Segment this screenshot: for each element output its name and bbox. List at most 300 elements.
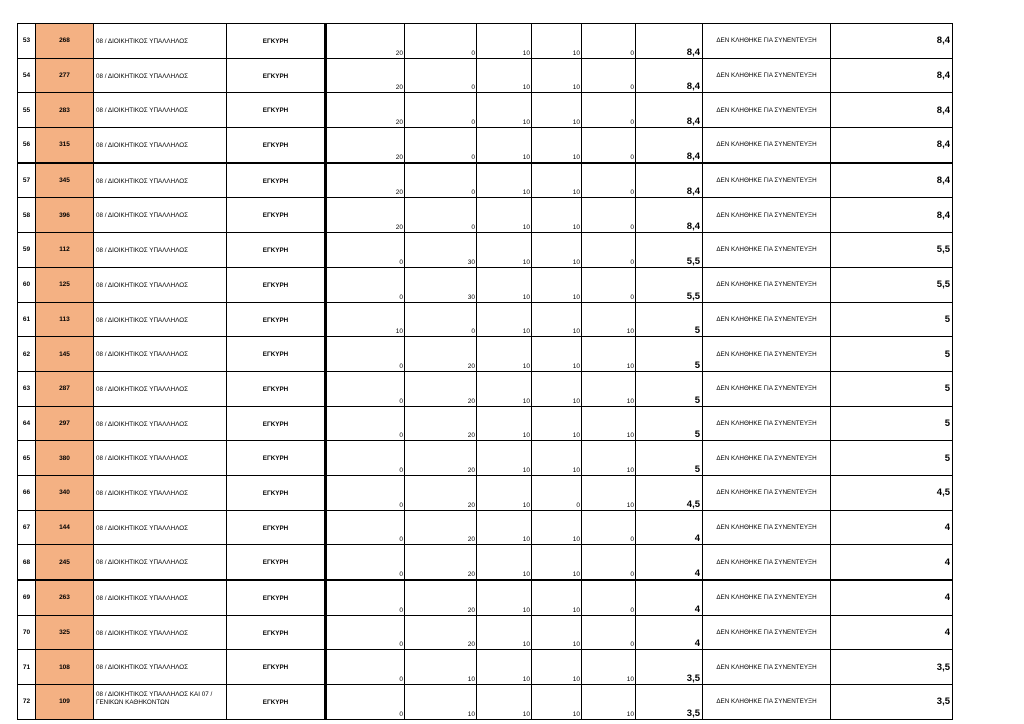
criterion-1-cell: 0 <box>326 267 405 302</box>
criterion-2-cell: 20 <box>405 615 477 650</box>
criterion-3-cell: 10 <box>477 650 532 685</box>
interview-status-cell: ΔΕΝ ΚΛΗΘΗΚΕ ΓΙΑ ΣΥΝΕΝΤΕΥΞΗ <box>703 685 831 720</box>
criterion-4-cell: 10 <box>532 580 582 615</box>
criterion-2-cell: 10 <box>405 685 477 720</box>
criterion-2-cell: 20 <box>405 475 477 510</box>
criterion-3-cell: 10 <box>477 615 532 650</box>
specialty-text: 08 / ΔΙΟΙΚΗΤΙΚΟΣ ΥΠΑΛΛΗΛΟΣ <box>96 212 189 220</box>
row-number-cell: 68 <box>18 545 36 580</box>
application-code-cell: 113 <box>36 302 94 337</box>
criterion-4-cell: 10 <box>532 337 582 372</box>
criterion-2-cell: 20 <box>405 580 477 615</box>
final-score-cell: 5 <box>831 337 953 372</box>
results-table-body <box>18 24 953 720</box>
interview-status-cell: ΔΕΝ ΚΛΗΘΗΚΕ ΓΙΑ ΣΥΝΕΝΤΕΥΞΗ <box>703 545 831 580</box>
criterion-5-cell: 10 <box>582 650 636 685</box>
score-cell: 8,4 <box>636 163 703 198</box>
criterion-1-cell: 20 <box>326 58 405 93</box>
specialty-text: 08 / ΔΙΟΙΚΗΤΙΚΟΣ ΥΠΑΛΛΗΛΟΣ <box>96 524 189 532</box>
status-text: ΕΓΚΥΡΗ <box>262 177 289 185</box>
specialty-text: 08 / ΔΙΟΙΚΗΤΙΚΟΣ ΥΠΑΛΛΗΛΟΣ <box>96 177 189 185</box>
criterion-3-cell: 10 <box>477 24 532 59</box>
status-text: ΕΓΚΥΡΗ <box>262 420 289 428</box>
specialty-cell <box>94 58 227 93</box>
criterion-3-cell: 10 <box>477 163 532 198</box>
criterion-5-cell: 10 <box>582 475 636 510</box>
interview-status-cell: ΔΕΝ ΚΛΗΘΗΚΕ ΓΙΑ ΣΥΝΕΝΤΕΥΞΗ <box>703 406 831 441</box>
score-cell: 8,4 <box>636 93 703 128</box>
criterion-2-cell: 0 <box>405 24 477 59</box>
status-text: ΕΓΚΥΡΗ <box>262 524 289 532</box>
criterion-2-cell: 20 <box>405 337 477 372</box>
table-row <box>18 58 953 93</box>
status-cell <box>227 128 326 163</box>
specialty-cell <box>94 371 227 406</box>
criterion-1-cell: 0 <box>326 650 405 685</box>
criterion-2-cell: 20 <box>405 441 477 476</box>
interview-status-cell: ΔΕΝ ΚΛΗΘΗΚΕ ΓΙΑ ΣΥΝΕΝΤΕΥΞΗ <box>703 128 831 163</box>
criterion-5-cell: 0 <box>582 580 636 615</box>
interview-status-cell: ΔΕΝ ΚΛΗΘΗΚΕ ΓΙΑ ΣΥΝΕΝΤΕΥΞΗ <box>703 198 831 233</box>
criterion-5-cell: 10 <box>582 406 636 441</box>
final-score-cell: 8,4 <box>831 24 953 59</box>
interview-status-cell: ΔΕΝ ΚΛΗΘΗΚΕ ΓΙΑ ΣΥΝΕΝΤΕΥΞΗ <box>703 371 831 406</box>
specialty-cell <box>94 510 227 545</box>
specialty-text: 08 / ΔΙΟΙΚΗΤΙΚΟΣ ΥΠΑΛΛΗΛΟΣ <box>96 316 189 324</box>
criterion-4-cell: 0 <box>532 475 582 510</box>
score-cell: 8,4 <box>636 198 703 233</box>
score-cell: 3,5 <box>636 685 703 720</box>
criterion-4-cell: 10 <box>532 93 582 128</box>
criterion-4-cell: 10 <box>532 267 582 302</box>
criterion-2-cell: 30 <box>405 233 477 268</box>
specialty-text: 08 / ΔΙΟΙΚΗΤΙΚΟΣ ΥΠΑΛΛΗΛΟΣ <box>96 247 189 255</box>
status-text: ΕΓΚΥΡΗ <box>262 664 289 672</box>
specialty-cell <box>94 302 227 337</box>
criterion-4-cell: 10 <box>532 302 582 337</box>
criterion-5-cell: 0 <box>582 545 636 580</box>
interview-status-cell: ΔΕΝ ΚΛΗΘΗΚΕ ΓΙΑ ΣΥΝΕΝΤΕΥΞΗ <box>703 475 831 510</box>
criterion-2-cell: 20 <box>405 510 477 545</box>
criterion-3-cell: 10 <box>477 58 532 93</box>
status-cell <box>227 267 326 302</box>
final-score-cell: 4 <box>831 545 953 580</box>
criterion-2-cell: 20 <box>405 545 477 580</box>
table-row <box>18 475 953 510</box>
criterion-3-cell: 10 <box>477 580 532 615</box>
row-number-cell: 59 <box>18 233 36 268</box>
criterion-1-cell: 20 <box>326 163 405 198</box>
final-score-cell: 4 <box>831 510 953 545</box>
row-number-cell: 71 <box>18 650 36 685</box>
status-text: ΕΓΚΥΡΗ <box>262 385 289 393</box>
score-cell: 8,4 <box>636 128 703 163</box>
application-code-cell: 263 <box>36 580 94 615</box>
criterion-2-cell: 10 <box>405 650 477 685</box>
criterion-2-cell: 0 <box>405 58 477 93</box>
row-number-cell: 53 <box>18 24 36 59</box>
criterion-3-cell: 10 <box>477 441 532 476</box>
application-code-cell: 315 <box>36 128 94 163</box>
specialty-text: 08 / ΔΙΟΙΚΗΤΙΚΟΣ ΥΠΑΛΛΗΛΟΣ <box>96 281 189 289</box>
table-row <box>18 302 953 337</box>
final-score-cell: 4 <box>831 580 953 615</box>
status-cell <box>227 685 326 720</box>
final-score-cell: 5 <box>831 302 953 337</box>
specialty-text: 08 / ΔΙΟΙΚΗΤΙΚΟΣ ΥΠΑΛΛΗΛΟΣ ΚΑΙ 07 /ΓΕΝΙΚΩΝ ΚΑΘΗΚΟΝΤΩΝ <box>96 691 213 707</box>
criterion-3-cell: 10 <box>477 233 532 268</box>
criterion-4-cell: 10 <box>532 406 582 441</box>
interview-status-cell: ΔΕΝ ΚΛΗΘΗΚΕ ΓΙΑ ΣΥΝΕΝΤΕΥΞΗ <box>703 615 831 650</box>
score-cell: 8,4 <box>636 24 703 59</box>
table-row <box>18 441 953 476</box>
criterion-1-cell: 20 <box>326 198 405 233</box>
application-code-cell: 283 <box>36 93 94 128</box>
criterion-2-cell: 20 <box>405 406 477 441</box>
specialty-text: 08 / ΔΙΟΙΚΗΤΙΚΟΣ ΥΠΑΛΛΗΛΟΣ <box>96 629 189 637</box>
criterion-1-cell: 0 <box>326 441 405 476</box>
row-number-cell: 63 <box>18 371 36 406</box>
criterion-5-cell: 0 <box>582 510 636 545</box>
status-cell <box>227 24 326 59</box>
status-text: ΕΓΚΥΡΗ <box>262 142 289 150</box>
application-code-cell: 268 <box>36 24 94 59</box>
criterion-4-cell: 10 <box>532 615 582 650</box>
score-cell: 5 <box>636 337 703 372</box>
specialty-cell <box>94 580 227 615</box>
criterion-2-cell: 0 <box>405 93 477 128</box>
criterion-5-cell: 0 <box>582 128 636 163</box>
criterion-4-cell: 10 <box>532 163 582 198</box>
criterion-3-cell: 10 <box>477 475 532 510</box>
final-score-cell: 5 <box>831 371 953 406</box>
criterion-5-cell: 0 <box>582 24 636 59</box>
interview-status-cell: ΔΕΝ ΚΛΗΘΗΚΕ ΓΙΑ ΣΥΝΕΝΤΕΥΞΗ <box>703 650 831 685</box>
specialty-cell <box>94 685 227 720</box>
criterion-4-cell: 10 <box>532 371 582 406</box>
table-row <box>18 337 953 372</box>
row-number-cell: 65 <box>18 441 36 476</box>
row-number-cell: 55 <box>18 93 36 128</box>
criterion-5-cell: 10 <box>582 371 636 406</box>
criterion-5-cell: 0 <box>582 93 636 128</box>
criterion-5-cell: 0 <box>582 615 636 650</box>
criterion-1-cell: 20 <box>326 93 405 128</box>
table-row <box>18 93 953 128</box>
specialty-text: 08 / ΔΙΟΙΚΗΤΙΚΟΣ ΥΠΑΛΛΗΛΟΣ <box>96 489 189 497</box>
application-code-cell: 287 <box>36 371 94 406</box>
criterion-1-cell: 10 <box>326 302 405 337</box>
status-cell <box>227 406 326 441</box>
criterion-5-cell: 10 <box>582 685 636 720</box>
row-number-cell: 72 <box>18 685 36 720</box>
status-text: ΕΓΚΥΡΗ <box>262 455 289 463</box>
criterion-1-cell: 20 <box>326 24 405 59</box>
application-code-cell: 396 <box>36 198 94 233</box>
criterion-1-cell: 0 <box>326 615 405 650</box>
specialty-cell <box>94 233 227 268</box>
criterion-5-cell: 0 <box>582 267 636 302</box>
criterion-2-cell: 0 <box>405 302 477 337</box>
criterion-3-cell: 10 <box>477 510 532 545</box>
criterion-4-cell: 10 <box>532 128 582 163</box>
criterion-3-cell: 10 <box>477 93 532 128</box>
row-number-cell: 69 <box>18 580 36 615</box>
specialty-text: 08 / ΔΙΟΙΚΗΤΙΚΟΣ ΥΠΑΛΛΗΛΟΣ <box>96 72 189 80</box>
interview-status-cell: ΔΕΝ ΚΛΗΘΗΚΕ ΓΙΑ ΣΥΝΕΝΤΕΥΞΗ <box>703 337 831 372</box>
specialty-text: 08 / ΔΙΟΙΚΗΤΙΚΟΣ ΥΠΑΛΛΗΛΟΣ <box>96 664 189 672</box>
specialty-text: 08 / ΔΙΟΙΚΗΤΙΚΟΣ ΥΠΑΛΛΗΛΟΣ <box>96 455 189 463</box>
table-row <box>18 650 953 685</box>
specialty-cell <box>94 441 227 476</box>
status-text: ΕΓΚΥΡΗ <box>262 699 289 707</box>
status-text: ΕΓΚΥΡΗ <box>262 629 289 637</box>
interview-status-cell: ΔΕΝ ΚΛΗΘΗΚΕ ΓΙΑ ΣΥΝΕΝΤΕΥΞΗ <box>703 580 831 615</box>
row-number-cell: 62 <box>18 337 36 372</box>
specialty-text: 08 / ΔΙΟΙΚΗΤΙΚΟΣ ΥΠΑΛΛΗΛΟΣ <box>96 351 189 359</box>
score-cell: 4 <box>636 510 703 545</box>
interview-status-cell: ΔΕΝ ΚΛΗΘΗΚΕ ΓΙΑ ΣΥΝΕΝΤΕΥΞΗ <box>703 441 831 476</box>
interview-status-cell: ΔΕΝ ΚΛΗΘΗΚΕ ΓΙΑ ΣΥΝΕΝΤΕΥΞΗ <box>703 163 831 198</box>
row-number-cell: 54 <box>18 58 36 93</box>
status-cell <box>227 233 326 268</box>
specialty-text: 08 / ΔΙΟΙΚΗΤΙΚΟΣ ΥΠΑΛΛΗΛΟΣ <box>96 595 189 602</box>
specialty-cell <box>94 337 227 372</box>
criterion-4-cell: 10 <box>532 650 582 685</box>
score-cell: 8,4 <box>636 58 703 93</box>
status-text: ΕΓΚΥΡΗ <box>262 107 289 115</box>
status-cell <box>227 441 326 476</box>
criterion-4-cell: 10 <box>532 24 582 59</box>
status-cell <box>227 93 326 128</box>
criterion-2-cell: 30 <box>405 267 477 302</box>
criterion-1-cell: 0 <box>326 475 405 510</box>
final-score-cell: 5 <box>831 441 953 476</box>
criterion-4-cell: 10 <box>532 441 582 476</box>
criterion-4-cell: 10 <box>532 510 582 545</box>
status-text: ΕΓΚΥΡΗ <box>262 72 289 80</box>
criterion-2-cell: 0 <box>405 128 477 163</box>
row-number-cell: 60 <box>18 267 36 302</box>
application-code-cell: 345 <box>36 163 94 198</box>
criterion-4-cell: 10 <box>532 685 582 720</box>
final-score-cell: 5,5 <box>831 233 953 268</box>
criterion-3-cell: 10 <box>477 128 532 163</box>
criterion-4-cell: 10 <box>532 233 582 268</box>
criterion-1-cell: 0 <box>326 510 405 545</box>
status-text: ΕΓΚΥΡΗ <box>262 281 289 289</box>
criterion-4-cell: 10 <box>532 198 582 233</box>
criterion-1-cell: 0 <box>326 406 405 441</box>
table-row <box>18 685 953 720</box>
status-cell <box>227 615 326 650</box>
final-score-cell: 8,4 <box>831 58 953 93</box>
application-code-cell: 108 <box>36 650 94 685</box>
status-cell <box>227 475 326 510</box>
final-score-cell: 4,5 <box>831 475 953 510</box>
criterion-5-cell: 0 <box>582 58 636 93</box>
application-code-cell: 109 <box>36 685 94 720</box>
table-row <box>18 545 953 580</box>
criterion-5-cell: 0 <box>582 198 636 233</box>
status-cell <box>227 371 326 406</box>
status-text: ΕΓΚΥΡΗ <box>262 212 289 220</box>
interview-status-cell: ΔΕΝ ΚΛΗΘΗΚΕ ΓΙΑ ΣΥΝΕΝΤΕΥΞΗ <box>703 93 831 128</box>
interview-status-cell: ΔΕΝ ΚΛΗΘΗΚΕ ΓΙΑ ΣΥΝΕΝΤΕΥΞΗ <box>703 233 831 268</box>
criterion-1-cell: 0 <box>326 545 405 580</box>
status-text: ΕΓΚΥΡΗ <box>262 316 289 324</box>
status-cell <box>227 510 326 545</box>
score-cell: 4 <box>636 580 703 615</box>
score-cell: 5 <box>636 441 703 476</box>
row-number-cell: 67 <box>18 510 36 545</box>
table-row <box>18 128 953 163</box>
application-code-cell: 277 <box>36 58 94 93</box>
final-score-cell: 5,5 <box>831 267 953 302</box>
application-code-cell: 325 <box>36 615 94 650</box>
specialty-text: 08 / ΔΙΟΙΚΗΤΙΚΟΣ ΥΠΑΛΛΗΛΟΣ <box>96 38 189 45</box>
status-text: ΕΓΚΥΡΗ <box>262 351 289 359</box>
criterion-2-cell: 0 <box>405 198 477 233</box>
table-row <box>18 267 953 302</box>
specialty-text: 08 / ΔΙΟΙΚΗΤΙΚΟΣ ΥΠΑΛΛΗΛΟΣ <box>96 107 189 115</box>
status-text: ΕΓΚΥΡΗ <box>262 489 289 497</box>
criterion-1-cell: 0 <box>326 337 405 372</box>
status-text: ΕΓΚΥΡΗ <box>262 559 289 567</box>
specialty-text: 08 / ΔΙΟΙΚΗΤΙΚΟΣ ΥΠΑΛΛΗΛΟΣ <box>96 420 189 428</box>
criterion-1-cell: 0 <box>326 233 405 268</box>
criterion-5-cell: 0 <box>582 233 636 268</box>
status-cell <box>227 337 326 372</box>
table-row <box>18 233 953 268</box>
specialty-cell <box>94 406 227 441</box>
status-cell <box>227 163 326 198</box>
score-cell: 4 <box>636 615 703 650</box>
criterion-3-cell: 10 <box>477 198 532 233</box>
score-cell: 5 <box>636 302 703 337</box>
status-cell <box>227 302 326 337</box>
table-row <box>18 24 953 59</box>
specialty-cell <box>94 93 227 128</box>
criterion-1-cell: 0 <box>326 371 405 406</box>
application-code-cell: 297 <box>36 406 94 441</box>
specialty-text: 08 / ΔΙΟΙΚΗΤΙΚΟΣ ΥΠΑΛΛΗΛΟΣ <box>96 142 189 150</box>
criterion-3-cell: 10 <box>477 685 532 720</box>
application-code-cell: 125 <box>36 267 94 302</box>
score-cell: 5,5 <box>636 233 703 268</box>
score-cell: 4 <box>636 545 703 580</box>
row-number-cell: 66 <box>18 475 36 510</box>
score-cell: 3,5 <box>636 650 703 685</box>
final-score-cell: 8,4 <box>831 163 953 198</box>
interview-status-cell: ΔΕΝ ΚΛΗΘΗΚΕ ΓΙΑ ΣΥΝΕΝΤΕΥΞΗ <box>703 24 831 59</box>
specialty-text: 08 / ΔΙΟΙΚΗΤΙΚΟΣ ΥΠΑΛΛΗΛΟΣ <box>96 385 189 393</box>
criterion-5-cell: 0 <box>582 163 636 198</box>
criterion-5-cell: 10 <box>582 302 636 337</box>
results-table <box>17 23 953 720</box>
status-cell <box>227 580 326 615</box>
table-row <box>18 615 953 650</box>
specialty-cell <box>94 650 227 685</box>
criterion-1-cell: 0 <box>326 580 405 615</box>
application-code-cell: 144 <box>36 510 94 545</box>
specialty-cell <box>94 24 227 59</box>
criterion-3-cell: 10 <box>477 545 532 580</box>
specialty-cell <box>94 163 227 198</box>
score-cell: 5 <box>636 406 703 441</box>
interview-status-cell: ΔΕΝ ΚΛΗΘΗΚΕ ΓΙΑ ΣΥΝΕΝΤΕΥΞΗ <box>703 302 831 337</box>
specialty-cell <box>94 198 227 233</box>
final-score-cell: 8,4 <box>831 128 953 163</box>
interview-status-cell: ΔΕΝ ΚΛΗΘΗΚΕ ΓΙΑ ΣΥΝΕΝΤΕΥΞΗ <box>703 267 831 302</box>
application-code-cell: 245 <box>36 545 94 580</box>
row-number-cell: 58 <box>18 198 36 233</box>
row-number-cell: 56 <box>18 128 36 163</box>
score-cell: 4,5 <box>636 475 703 510</box>
row-number-cell: 57 <box>18 163 36 198</box>
criterion-2-cell: 20 <box>405 371 477 406</box>
score-cell: 5 <box>636 371 703 406</box>
table-row <box>18 580 953 615</box>
status-cell <box>227 650 326 685</box>
final-score-cell: 5 <box>831 406 953 441</box>
row-number-cell: 61 <box>18 302 36 337</box>
score-cell: 5,5 <box>636 267 703 302</box>
status-text: ΕΓΚΥΡΗ <box>262 247 289 255</box>
criterion-5-cell: 10 <box>582 441 636 476</box>
table-row <box>18 510 953 545</box>
status-text: ΕΓΚΥΡΗ <box>262 38 289 45</box>
table-row <box>18 406 953 441</box>
row-number-cell: 64 <box>18 406 36 441</box>
criterion-3-cell: 10 <box>477 406 532 441</box>
criterion-5-cell: 10 <box>582 337 636 372</box>
table-row <box>18 198 953 233</box>
status-cell <box>227 58 326 93</box>
criterion-2-cell: 0 <box>405 163 477 198</box>
specialty-cell <box>94 267 227 302</box>
application-code-cell: 340 <box>36 475 94 510</box>
specialty-cell <box>94 475 227 510</box>
table-row <box>18 371 953 406</box>
final-score-cell: 3,5 <box>831 650 953 685</box>
application-code-cell: 380 <box>36 441 94 476</box>
criterion-3-cell: 10 <box>477 267 532 302</box>
criterion-3-cell: 10 <box>477 371 532 406</box>
status-text: ΕΓΚΥΡΗ <box>262 595 289 602</box>
row-number-cell: 70 <box>18 615 36 650</box>
final-score-cell: 4 <box>831 615 953 650</box>
final-score-cell: 3,5 <box>831 685 953 720</box>
specialty-cell <box>94 545 227 580</box>
criterion-1-cell: 20 <box>326 128 405 163</box>
specialty-text: 08 / ΔΙΟΙΚΗΤΙΚΟΣ ΥΠΑΛΛΗΛΟΣ <box>96 559 189 567</box>
criterion-4-cell: 10 <box>532 545 582 580</box>
criterion-3-cell: 10 <box>477 337 532 372</box>
interview-status-cell: ΔΕΝ ΚΛΗΘΗΚΕ ΓΙΑ ΣΥΝΕΝΤΕΥΞΗ <box>703 58 831 93</box>
final-score-cell: 8,4 <box>831 198 953 233</box>
specialty-cell <box>94 615 227 650</box>
criterion-1-cell: 0 <box>326 685 405 720</box>
status-cell <box>227 545 326 580</box>
application-code-cell: 112 <box>36 233 94 268</box>
final-score-cell: 8,4 <box>831 93 953 128</box>
application-code-cell: 145 <box>36 337 94 372</box>
specialty-cell <box>94 128 227 163</box>
status-cell <box>227 198 326 233</box>
criterion-3-cell: 10 <box>477 302 532 337</box>
table-row <box>18 163 953 198</box>
